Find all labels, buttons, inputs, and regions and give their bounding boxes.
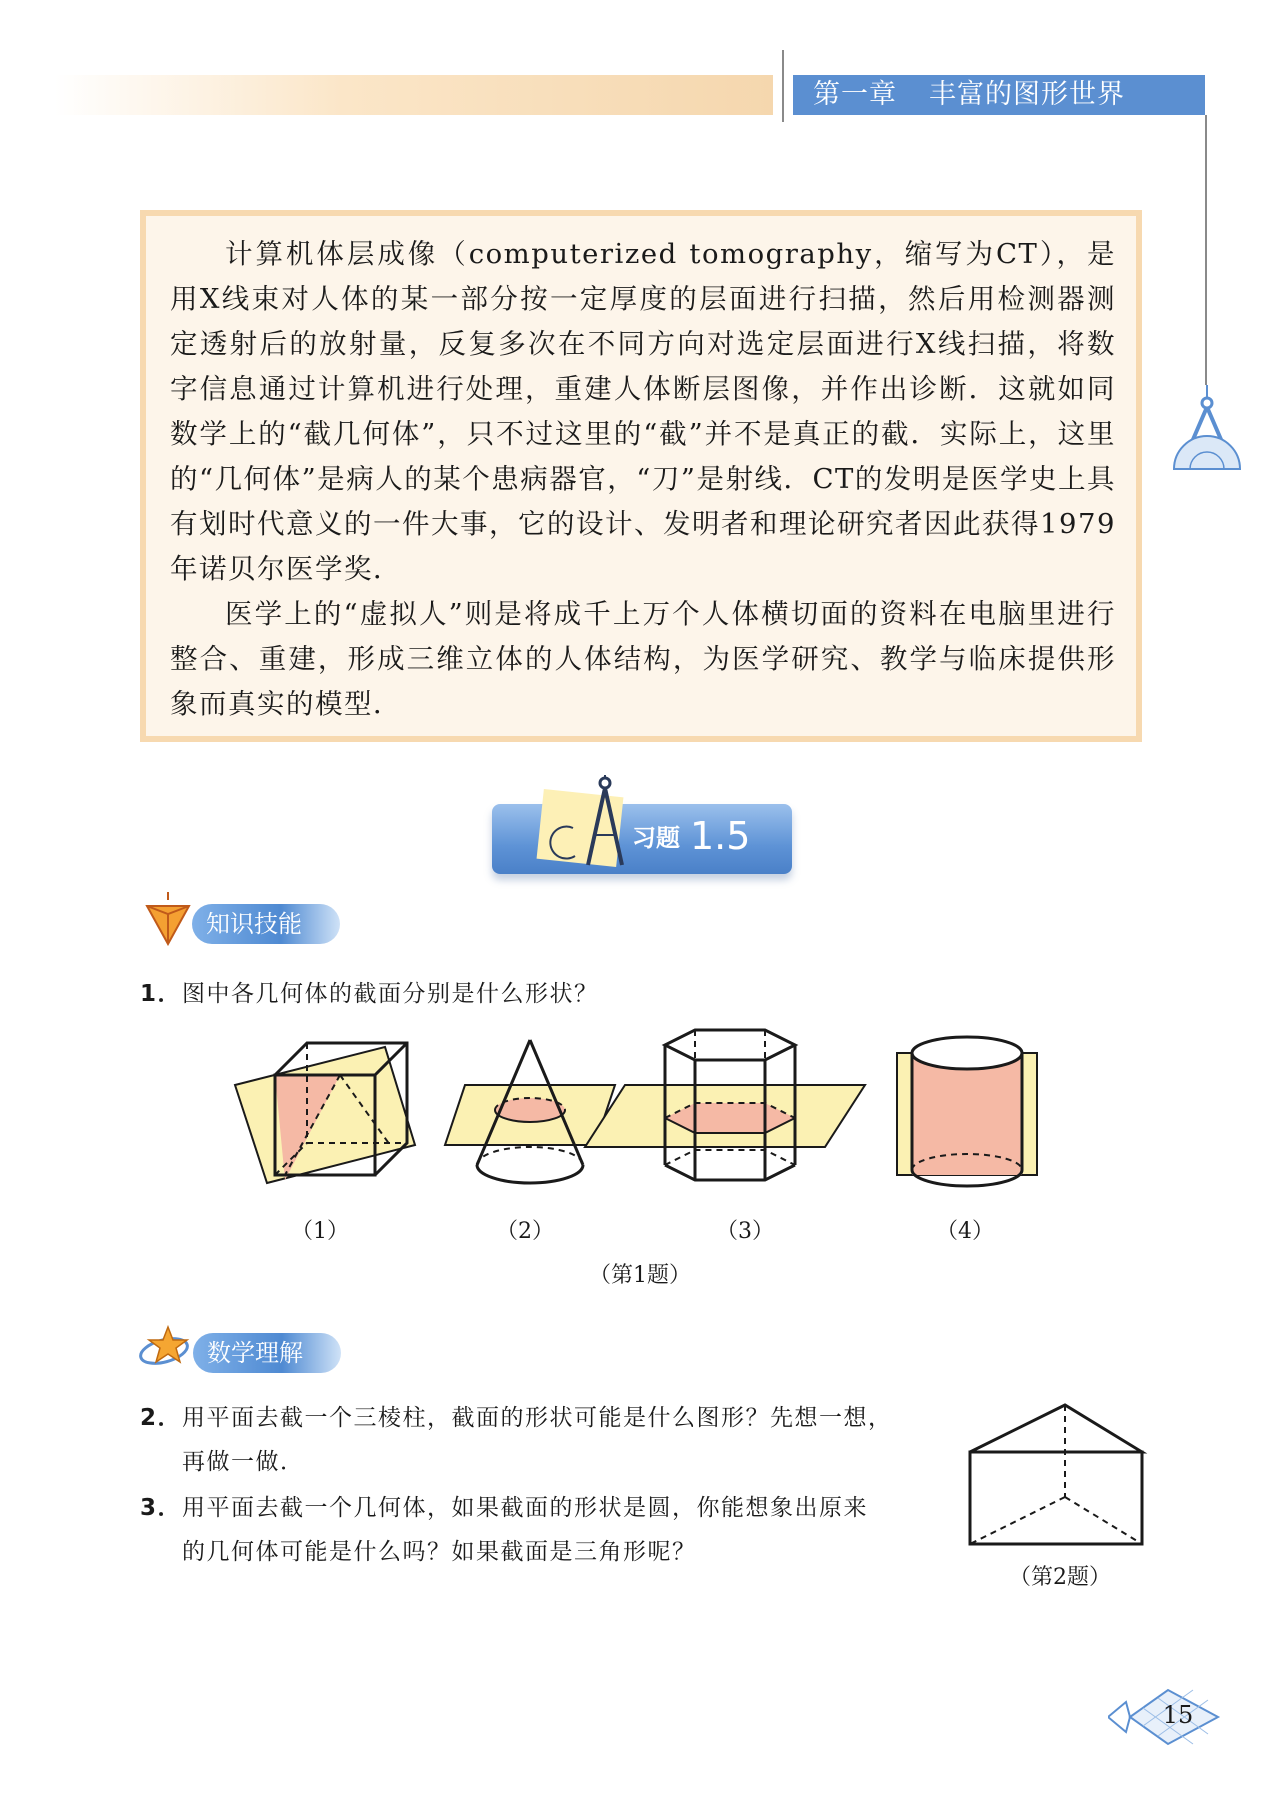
pyramid-icon xyxy=(145,892,191,946)
margin-line xyxy=(1205,115,1207,385)
figure-label-1: （1） xyxy=(291,1219,349,1244)
question-number: 2． xyxy=(140,1405,183,1431)
section-understanding: 数学理解 xyxy=(193,1333,341,1373)
reading-paragraph-2: 医学上的“虚拟人”则是将成千上万个人体横切面的资料在电脑里进行整合、重建，形成三维立体的人体结构，为医学研究、教学与临床提供形象而真实的模型． xyxy=(170,598,1116,720)
question-number: 3． xyxy=(140,1495,183,1521)
figure-label-2: （2） xyxy=(496,1219,554,1244)
figure-2-caption: （第2题） xyxy=(1009,1565,1111,1590)
star-orbit-icon xyxy=(138,1325,194,1371)
question-text: 图中各几何体的截面分别是什么形状？ xyxy=(182,981,599,1007)
question-1 xyxy=(140,972,599,1016)
chapter-number: 第一章 xyxy=(813,79,897,110)
cylinder-section-figure xyxy=(897,1037,1037,1186)
figure-1-caption: （第1题） xyxy=(589,1263,691,1288)
prism-section-figure xyxy=(585,1030,865,1180)
question-3-continued: 的几何体可能是什么吗？如果截面是三角形呢？ xyxy=(182,1539,697,1565)
question-2-continued: 再做一做． xyxy=(182,1449,305,1475)
reading-paragraph-1: 计算机体层成像（computerized tomography，缩写为CT），是用X线束对人体的某一部分按一定厚度的层面进行扫描，然后用检测器测定透射后的放射量，反复多次在不同方向对选定层面进行X线扫描，将数字信息通过计算机进行处理，重建人体断层图像，并作出诊断．这就如同数学上的“截几何体”，只不过这里的“截”并不是真正的截．实际上，这里的“几何体”是病人的某个患病器官，“刀”是射线．CT的发明是医学史上具有划时代意义的一件大事，它的设计、发明者和理论研究者因此获得1979年诺贝尔医学奖． xyxy=(170,238,1116,585)
question-number: 1． xyxy=(140,981,183,1007)
arc-icon xyxy=(543,822,583,862)
reading-text xyxy=(170,232,1116,727)
cube-section-figure xyxy=(235,1043,415,1183)
cone-section-figure xyxy=(445,1040,615,1183)
exercise-label: 习题 xyxy=(632,824,680,852)
chapter-title: 丰富的图形世界 xyxy=(929,79,1125,110)
header-divider xyxy=(782,50,784,122)
figure-1 xyxy=(225,1025,1075,1205)
chapter-header xyxy=(793,75,1205,115)
question-3 xyxy=(140,1486,868,1530)
question-2 xyxy=(140,1396,893,1440)
question-text: 用平面去截一个几何体，如果截面的形状是圆，你能想象出原来 xyxy=(182,1495,869,1521)
compass-icon xyxy=(580,775,630,870)
figure-label-4: （4） xyxy=(936,1219,994,1244)
section-skills: 知识技能 xyxy=(192,904,340,944)
header-banner xyxy=(55,75,773,115)
page-number: 15 xyxy=(1162,1701,1194,1729)
figure-2 xyxy=(965,1400,1150,1550)
figure-label-3: （3） xyxy=(716,1219,774,1244)
exercise-number: 1.5 xyxy=(690,814,751,858)
compass-icon xyxy=(1170,385,1244,475)
question-text: 用平面去截一个三棱柱，截面的形状可能是什么图形？先想一想， xyxy=(182,1405,893,1431)
